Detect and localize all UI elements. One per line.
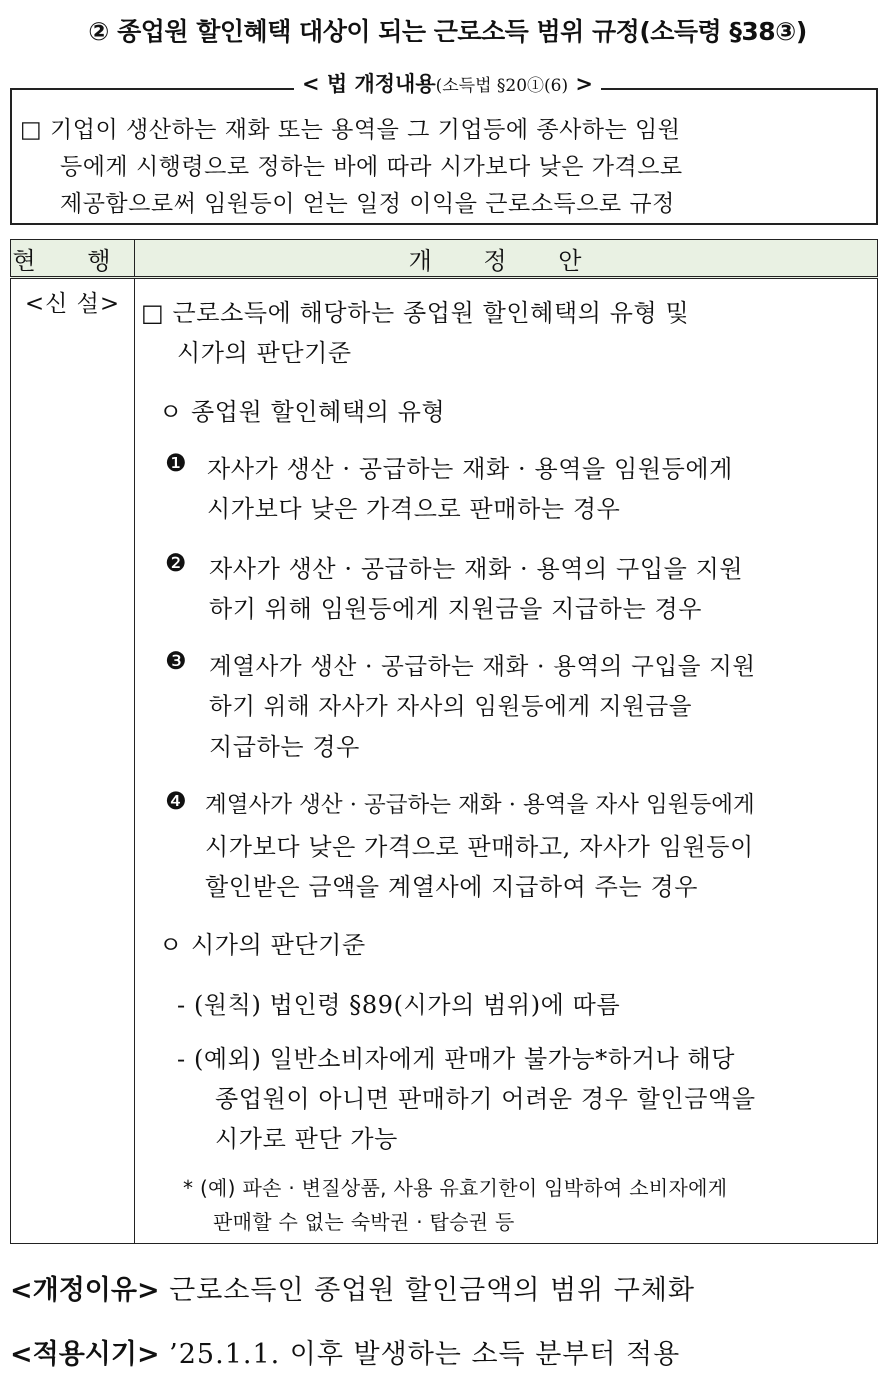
type-item-2 (165, 549, 187, 577)
type-item-4 (165, 787, 187, 815)
type-2-line-1: 자사가 생산 · 공급하는 재화 · 용역의 구입을 지원 (209, 555, 744, 583)
type-item-1 (165, 449, 187, 477)
proposed-cell (135, 278, 878, 1244)
type-3-line-3: 지급하는 경우 (209, 733, 360, 761)
footnote-line-2: 판매할 수 없는 숙박권 · 탑승권 등 (213, 1210, 515, 1234)
type-2-line-2: 하기 위해 임원등에게 지원금을 지급하는 경우 (209, 595, 703, 623)
circled-number-2-icon: ❷ (165, 549, 187, 577)
type-4-line-1: 계열사가 생산 · 공급하는 재화 · 용역을 자사 임원등에게 (205, 792, 755, 818)
current-cell: <신 설> (11, 278, 135, 1244)
reason-text: 근로소득인 종업원 할인금액의 범위 구체화 (169, 1275, 695, 1306)
comparison-table (10, 239, 878, 1244)
intro-line-2: 시가의 판단기준 (177, 339, 352, 367)
type-item-3 (165, 647, 187, 675)
amendment-line-1: □ 기업이 생산하는 재화 또는 용역을 그 기업등에 종사하는 임원 (20, 117, 681, 143)
amendment-text (20, 112, 875, 223)
table-header-row (11, 240, 878, 278)
amendment-line-2: 등에게 시행령으로 정하는 바에 따라 시가보다 낮은 가격으로 (60, 154, 683, 180)
type-1-line-1: 자사가 생산 · 공급하는 재화 · 용역을 임원등에게 (207, 455, 733, 483)
header-current: 현 행 (11, 240, 135, 278)
amendment-line-3: 제공함으로써 임원등이 얻는 일정 이익을 근로소득으로 규정 (60, 191, 675, 217)
apply-line (10, 1332, 680, 1371)
circled-number-3-icon: ❸ (165, 647, 187, 675)
reason-label: <개정이유> (10, 1275, 160, 1306)
principle-line: - (원칙) 법인령 §89(시가의 범위)에 따름 (177, 991, 621, 1019)
reason-line (10, 1268, 695, 1307)
exception-line-3: 시가로 판단 가능 (215, 1125, 398, 1153)
header-proposed: 개 정 안 (135, 240, 878, 278)
circled-number-4-icon: ❹ (165, 787, 187, 815)
types-heading: ㅇ 종업원 할인혜택의 유형 (159, 398, 446, 426)
type-3-line-1: 계열사가 생산 · 공급하는 재화 · 용역의 구입을 지원 (209, 652, 756, 680)
amendment-box-label: < 법 개정내용(소득법 §20①(6) > (0, 68, 895, 98)
price-heading: ㅇ 시가의 판단기준 (159, 931, 366, 959)
table-row (11, 278, 878, 1244)
exception-line-1: - (예외) 일반소비자에게 판매가 불가능*하거나 해당 (177, 1045, 736, 1073)
footnote-line-1: * (예) 파손 · 변질상품, 사용 유효기한이 임박하여 소비자에게 (183, 1176, 728, 1200)
exception-line-2: 종업원이 아니면 판매하기 어려운 경우 할인금액을 (215, 1085, 756, 1113)
type-4-line-3: 할인받은 금액을 계열사에 지급하여 주는 경우 (205, 873, 699, 901)
type-4-line-2: 시가보다 낮은 가격으로 판매하고, 자사가 임원등이 (205, 833, 754, 861)
circled-number-1-icon: ❶ (165, 449, 187, 477)
page-title: ② 종업원 할인혜택 대상이 되는 근로소득 범위 규정(소득령 §38③) (88, 17, 807, 46)
apply-label: <적용시기> (10, 1339, 160, 1370)
type-3-line-2: 하기 위해 자사가 자사의 임원등에게 지원금을 (209, 692, 693, 720)
type-1-line-2: 시가보다 낮은 가격으로 판매하는 경우 (207, 495, 621, 523)
apply-text: ’25.1.1. 이후 발생하는 소득 분부터 적용 (169, 1339, 681, 1370)
intro-line-1: □ 근로소득에 해당하는 종업원 할인혜택의 유형 및 (141, 299, 690, 327)
